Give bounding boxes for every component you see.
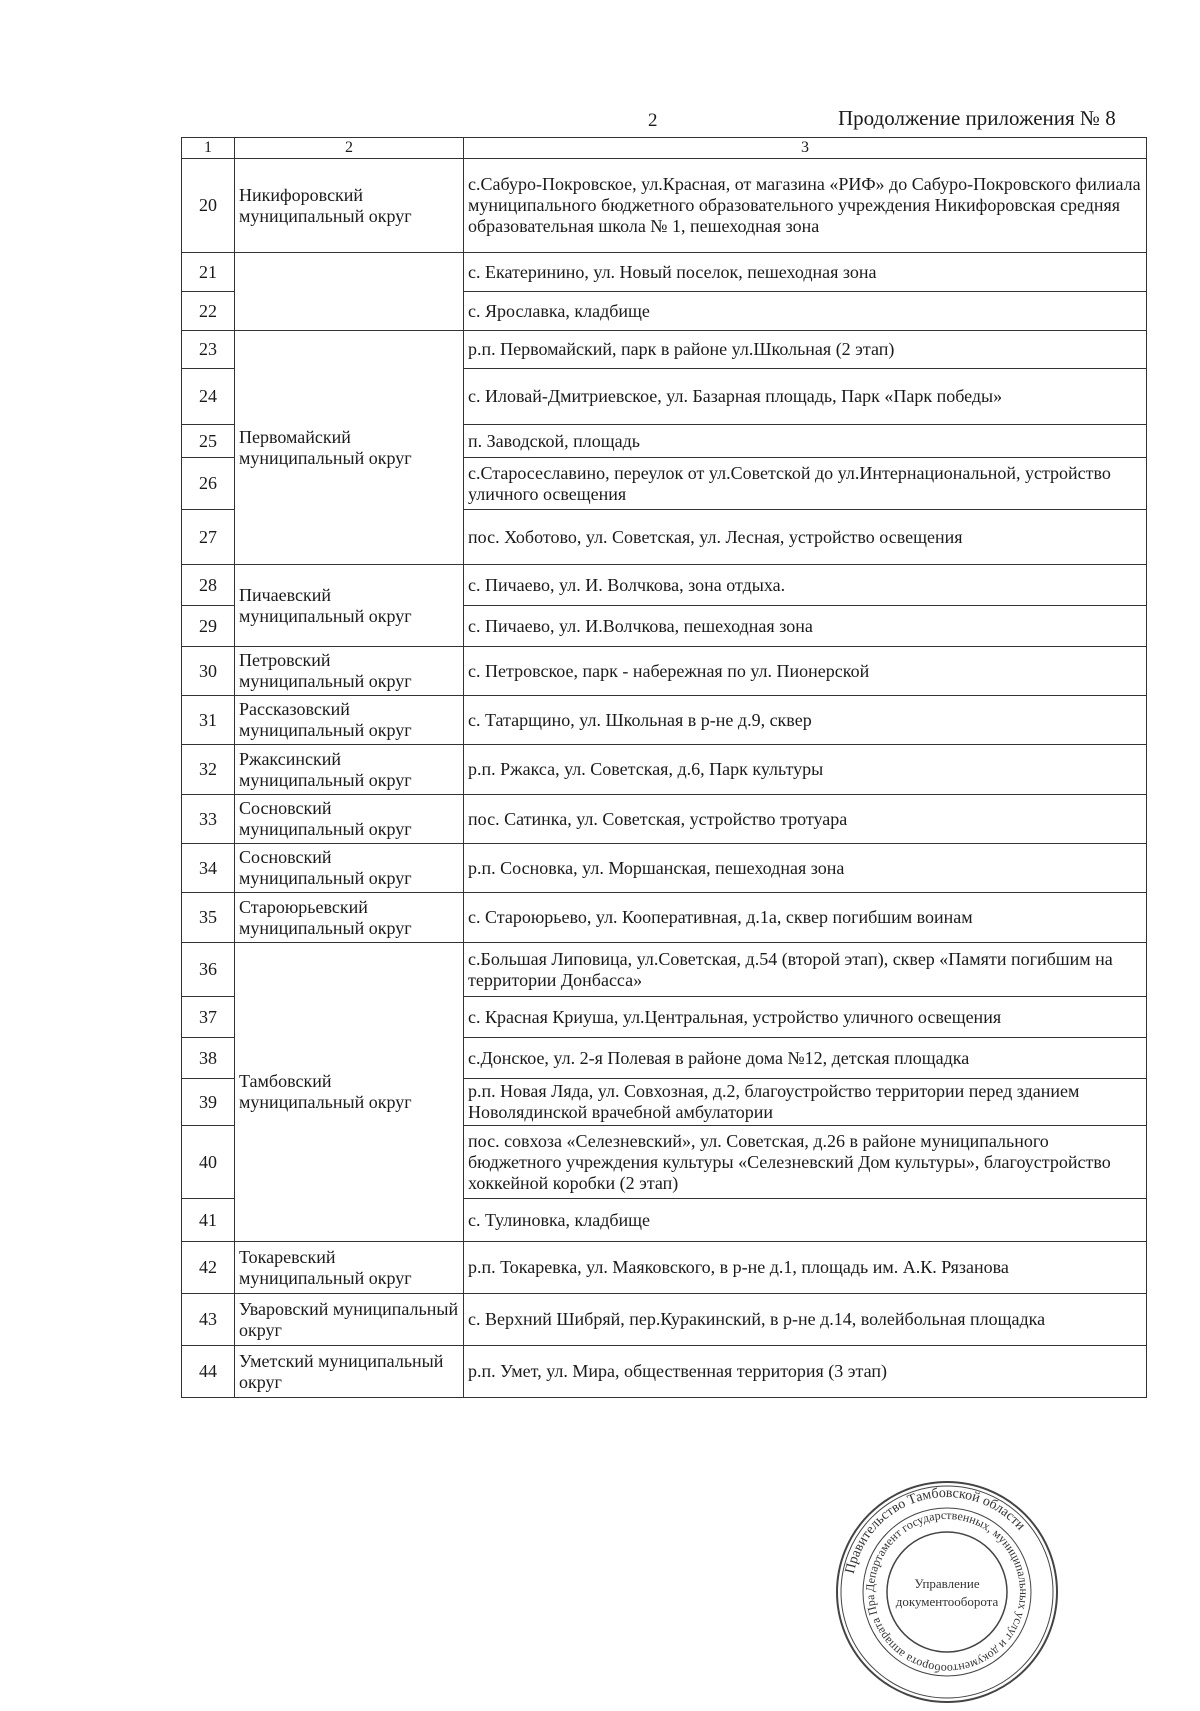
column-header: 1 (182, 138, 235, 159)
location-cell: с. Петровское, парк - набережная по ул. Пионерской (464, 647, 1147, 696)
location-cell: р.п. Новая Ляда, ул. Совхозная, д.2, благоустройство территории перед зданием Новолядинской врачебной амбулатории (464, 1079, 1147, 1126)
row-number: 26 (182, 458, 235, 510)
table-row (182, 1346, 1147, 1398)
appendix-table (181, 137, 1147, 1398)
municipality-cell: Токаревский муниципальный округ (235, 1242, 464, 1294)
table-row (182, 565, 1147, 606)
location-cell: с. Пичаево, ул. И. Волчкова, зона отдыха. (464, 565, 1147, 606)
row-number: 31 (182, 696, 235, 745)
location-cell: р.п. Первомайский, парк в районе ул.Школьная (2 этап) (464, 331, 1147, 369)
location-cell: с. Татарщино, ул. Школьная в р-не д.9, сквер (464, 696, 1147, 745)
municipality-cell: Староюрьевский муниципальный округ (235, 893, 464, 943)
table-row (182, 159, 1147, 253)
location-cell: р.п. Токаревка, ул. Маяковского, в р-не д.1, площадь им. А.К. Рязанова (464, 1242, 1147, 1294)
location-cell: п. Заводской, площадь (464, 425, 1147, 458)
row-number: 34 (182, 844, 235, 893)
row-number: 28 (182, 565, 235, 606)
table-row (182, 253, 1147, 292)
location-cell: с. Верхний Шибряй, пер.Куракинский, в р-не д.14, волейбольная площадка (464, 1294, 1147, 1346)
row-number: 43 (182, 1294, 235, 1346)
row-number: 22 (182, 292, 235, 331)
location-cell: с.Большая Липовица, ул.Советская, д.54 (второй этап), сквер «Памяти погибшим на территории Донбасса» (464, 943, 1147, 997)
row-number: 27 (182, 510, 235, 565)
municipality-cell: Петровский муниципальный округ (235, 647, 464, 696)
row-number: 29 (182, 606, 235, 647)
table-row (182, 331, 1147, 369)
location-cell: р.п. Сосновка, ул. Моршанская, пешеходная зона (464, 844, 1147, 893)
table-row (182, 893, 1147, 943)
municipality-cell: Уметский муниципальный округ (235, 1346, 464, 1398)
location-cell: с. Екатеринино, ул. Новый поселок, пешеходная зона (464, 253, 1147, 292)
row-number: 42 (182, 1242, 235, 1294)
municipality-cell: Сосновский муниципальный округ (235, 795, 464, 844)
seal-middle-text: Департамент государственных, муниципальных услуг и документооборота аппарата Пра (862, 1507, 1032, 1677)
row-number: 33 (182, 795, 235, 844)
row-number: 38 (182, 1038, 235, 1079)
column-header: 2 (235, 138, 464, 159)
page-number: 2 (648, 110, 658, 131)
municipality-cell: Пичаевский муниципальный округ (235, 565, 464, 647)
row-number: 44 (182, 1346, 235, 1398)
table-row (182, 1294, 1147, 1346)
row-number: 37 (182, 997, 235, 1038)
table-row (182, 1242, 1147, 1294)
location-cell: с. Староюрьево, ул. Кооперативная, д.1а, сквер погибшим воинам (464, 893, 1147, 943)
municipality-cell: Тамбовский муниципальный округ (235, 943, 464, 1242)
location-cell: с.Сабуро-Покровское, ул.Красная, от магазина «РИФ» до Сабуро-Покровского филиала муниципального бюджетного образовательного учреждения Никифоровская средняя образовательная школа № 1, пешеходная зона (464, 159, 1147, 253)
table-row (182, 795, 1147, 844)
row-number: 40 (182, 1126, 235, 1199)
row-number: 20 (182, 159, 235, 253)
row-number: 35 (182, 893, 235, 943)
row-number: 21 (182, 253, 235, 292)
row-number: 25 (182, 425, 235, 458)
row-number: 23 (182, 331, 235, 369)
row-number: 24 (182, 369, 235, 425)
location-cell: с.Донское, ул. 2-я Полевая в районе дома №12, детская площадка (464, 1038, 1147, 1079)
seal-center-line1: Управление (914, 1576, 980, 1591)
row-number: 36 (182, 943, 235, 997)
location-cell: с. Иловай-Дмитриевское, ул. Базарная площадь, Парк «Парк победы» (464, 369, 1147, 425)
table-header-row (182, 138, 1147, 159)
location-cell: с. Красная Криуша, ул.Центральная, устройство уличного освещения (464, 997, 1147, 1038)
table-row (182, 696, 1147, 745)
row-number: 39 (182, 1079, 235, 1126)
location-cell: р.п. Ржакса, ул. Советская, д.6, Парк культуры (464, 745, 1147, 795)
table-row (182, 647, 1147, 696)
table-row (182, 943, 1147, 997)
location-cell: пос. Сатинка, ул. Советская, устройство тротуара (464, 795, 1147, 844)
municipality-cell: Никифоровский муниципальный округ (235, 159, 464, 253)
seal-center-line2: документооборота (895, 1594, 999, 1609)
table-row (182, 745, 1147, 795)
seal-outer-text: Правительство Тамбовской области (842, 1485, 1028, 1576)
row-number: 32 (182, 745, 235, 795)
seal-graphic (833, 1478, 1061, 1706)
location-cell: с. Ярославка, кладбище (464, 292, 1147, 331)
municipality-cell: Уваровский муниципальный округ (235, 1294, 464, 1346)
column-header: 3 (464, 138, 1147, 159)
official-seal-stamp (833, 1478, 1061, 1706)
location-cell: с. Пичаево, ул. И.Волчкова, пешеходная зона (464, 606, 1147, 647)
location-cell: р.п. Умет, ул. Мира, общественная территория (3 этап) (464, 1346, 1147, 1398)
table-row (182, 844, 1147, 893)
appendix-continuation-label: Продолжение приложения № 8 (838, 106, 1116, 130)
municipality-cell: Ржаксинский муниципальный округ (235, 745, 464, 795)
municipality-cell (235, 253, 464, 331)
location-cell: пос. совхоза «Селезневский», ул. Советская, д.26 в районе муниципального бюджетного учреждения культуры «Селезневский Дом культуры», благоустройство хоккейной коробки (2 этап) (464, 1126, 1147, 1199)
municipality-cell: Рассказовский муниципальный округ (235, 696, 464, 745)
row-number: 30 (182, 647, 235, 696)
municipality-cell: Первомайский муниципальный округ (235, 331, 464, 565)
municipality-cell: Сосновский муниципальный округ (235, 844, 464, 893)
location-cell: с. Тулиновка, кладбище (464, 1199, 1147, 1242)
row-number: 41 (182, 1199, 235, 1242)
location-cell: пос. Хоботово, ул. Советская, ул. Лесная, устройство освещения (464, 510, 1147, 565)
location-cell: с.Старосеславино, переулок от ул.Советской до ул.Интернациональной, устройство уличного освещения (464, 458, 1147, 510)
